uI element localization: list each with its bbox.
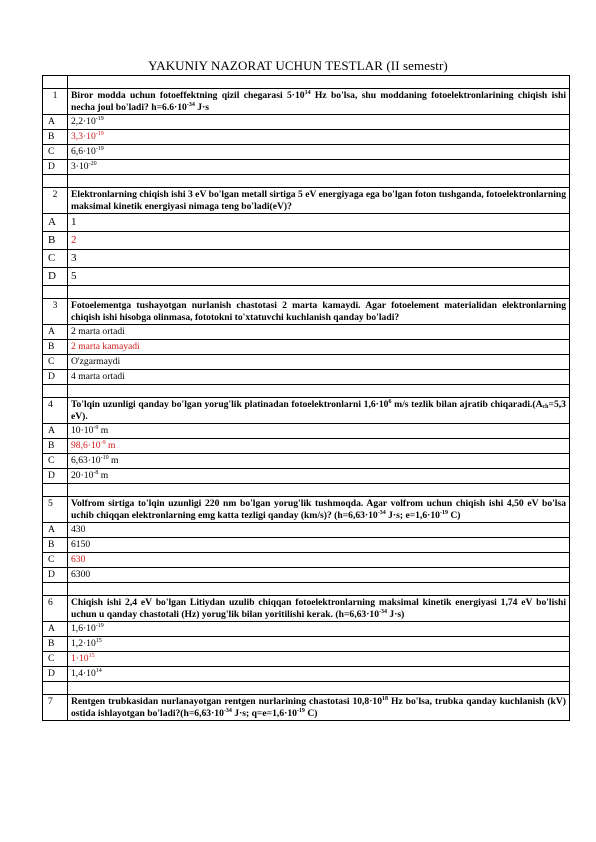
spacer-cell xyxy=(68,484,570,497)
option-text: 4 marta ortadi xyxy=(68,370,570,385)
option-row xyxy=(43,325,570,340)
option-letter: D xyxy=(43,268,68,286)
question-text: To'lqin uzunligi qanday bo'lgan yorug'lik platinadan fotoelektronlarni $1,6\cdot 10^6$ m/s tezlik bilan ajratib $chiqaradi.(A_{ch}=5,3$ eV). xyxy=(68,398,570,424)
question-text: Volfrom sirtiga to'lqin uzunligi 220 nm bo'lgan yorug'lik tushmoqda. Agar volfrom uchun chiqish ishi 4,50 eV bo'lsa uchib chiqqan elektronlarning emg katta tezligi qanday (km/s)? ($h=6,63\cdot 10^{-34}$ J·s; $e=1,6\cdot 10^{-19}$ C) xyxy=(68,497,570,523)
correct-answer-text: 630 xyxy=(68,553,570,568)
option-text: O'zgarmaydi xyxy=(68,355,570,370)
spacer-row xyxy=(43,286,570,299)
question-row xyxy=(43,299,570,325)
correct-answer-text: $98,6\cdot 10^{-9}$ m xyxy=(68,439,570,454)
option-text: 6150 xyxy=(68,538,570,553)
test-table xyxy=(42,75,570,721)
correct-answer-text: $1\cdot 10^{15}$ xyxy=(68,652,570,667)
option-letter: B xyxy=(43,232,68,250)
option-text: $1,2\cdot 10^{15}$ xyxy=(68,637,570,652)
option-text: $1,4\cdot 10^{14}$ xyxy=(68,667,570,682)
question-row xyxy=(43,188,570,214)
question-text: Fotoelementga tushayotgan nurlanish chastotasi 2 marta kamaydi. Agar fotoelement materialidan elektronlarning chiqish ishi hisobga olinmasa, fototokni to'xtatuvchi kuchlanish qanday bo'ladi? xyxy=(68,299,570,325)
spacer-cell xyxy=(68,583,570,596)
option-letter: C xyxy=(43,355,68,370)
question-text: Chiqish ishi 2,4 eV bo'lgan Litiydan uzulib chiqqan fotoelektronlarning maksimal kinetik energiyasi 1,74 eV bo'lishi uchun u qanday chastotali (Hz) yorug'lik bilan yoritilishi kerak. ($h=6,63\cdot 10^{-34}$ J·s) xyxy=(68,596,570,622)
spacer-row xyxy=(43,175,570,188)
question-row xyxy=(43,497,570,523)
option-row xyxy=(43,568,570,583)
option-row xyxy=(43,115,570,130)
option-row xyxy=(43,370,570,385)
option-letter: B xyxy=(43,538,68,553)
spacer-cell xyxy=(43,385,68,398)
correct-answer-text: 2 marta kamayadi xyxy=(68,340,570,355)
spacer-cell xyxy=(68,76,570,89)
option-letter: B xyxy=(43,637,68,652)
question-row xyxy=(43,596,570,622)
question-number: 5 xyxy=(43,497,68,523)
option-row xyxy=(43,454,570,469)
question-number: 7 xyxy=(43,695,68,721)
question-text: Biror modda uchun fotoeffektning qizil chegarasi $5\cdot 10^{14}$ Hz bo'lsa, shu moddaning fotoelektronlarining chiqish ishi necha joul bo'ladi? $h=6.6\cdot 10^{-34}$ J·s xyxy=(68,89,570,115)
option-text: $20\cdot 10^{-8}$ m xyxy=(68,469,570,484)
option-text: 3 xyxy=(68,250,570,268)
spacer-cell xyxy=(43,76,68,89)
option-row xyxy=(43,424,570,439)
question-row xyxy=(43,398,570,424)
spacer-cell xyxy=(68,682,570,695)
question-number: 2 xyxy=(43,188,68,214)
option-row xyxy=(43,469,570,484)
option-row xyxy=(43,523,570,538)
option-letter: C xyxy=(43,454,68,469)
option-letter: A xyxy=(43,115,68,130)
spacer-cell xyxy=(68,385,570,398)
option-row xyxy=(43,667,570,682)
option-letter: D xyxy=(43,568,68,583)
option-row xyxy=(43,553,570,568)
spacer-row xyxy=(43,76,570,89)
option-row xyxy=(43,652,570,667)
option-letter: D xyxy=(43,370,68,385)
option-letter: D xyxy=(43,160,68,175)
option-text: 2 marta ortadi xyxy=(68,325,570,340)
option-letter: B xyxy=(43,130,68,145)
option-row xyxy=(43,622,570,637)
option-letter: A xyxy=(43,325,68,340)
question-number: 6 xyxy=(43,596,68,622)
question-number: 3 xyxy=(43,299,68,325)
option-letter: C xyxy=(43,250,68,268)
option-text: 5 xyxy=(68,268,570,286)
option-text: 1 xyxy=(68,214,570,232)
option-row xyxy=(43,232,570,250)
option-row xyxy=(43,355,570,370)
correct-answer-text: 2 xyxy=(68,232,570,250)
spacer-cell xyxy=(43,175,68,188)
correct-answer-text: $3,3\cdot 10^{-19}$ xyxy=(68,130,570,145)
option-text: $1,6\cdot 10^{-19}$ xyxy=(68,622,570,637)
spacer-cell xyxy=(68,175,570,188)
option-row xyxy=(43,160,570,175)
question-row xyxy=(43,695,570,721)
spacer-row xyxy=(43,583,570,596)
option-text: $6,63\cdot 10^{-10}$ m xyxy=(68,454,570,469)
option-letter: D xyxy=(43,469,68,484)
option-row xyxy=(43,268,570,286)
option-text: $2,2\cdot 10^{-19}$ xyxy=(68,115,570,130)
option-text: 6300 xyxy=(68,568,570,583)
option-text: 430 xyxy=(68,523,570,538)
question-text: Rentgen trubkasidan nurlanayotgan rentgen nurlarining chastotasi $10,8\cdot 10^{18}$ Hz bo'lsa, trubka qanday kuchlanish (kV) ostida ishlayotgan $bo'ladi?(h=6,63\cdot 10^{-34}$ J·s; $q=e=1,6\cdot 10^{-19}$ C) xyxy=(68,695,570,721)
option-row xyxy=(43,145,570,160)
spacer-cell xyxy=(43,682,68,695)
spacer-cell xyxy=(43,286,68,299)
option-letter: B xyxy=(43,340,68,355)
spacer-row xyxy=(43,682,570,695)
spacer-cell xyxy=(43,484,68,497)
option-row xyxy=(43,214,570,232)
option-text: $3\cdot 10^{-20}$ xyxy=(68,160,570,175)
option-letter: D xyxy=(43,667,68,682)
option-row xyxy=(43,250,570,268)
option-row xyxy=(43,340,570,355)
option-letter: C xyxy=(43,145,68,160)
spacer-row xyxy=(43,385,570,398)
spacer-cell xyxy=(68,286,570,299)
option-letter: C xyxy=(43,553,68,568)
option-row xyxy=(43,538,570,553)
question-number: 1 xyxy=(43,89,68,115)
question-text: Elektronlarning chiqish ishi 3 eV bo'lgan metall sirtiga 5 eV energiyaga ega bo'lgan foton tushganda, fotoelektronlarning maksimal kinetik energiyasi nimaga teng bo'ladi(eV)? xyxy=(68,188,570,214)
option-row xyxy=(43,637,570,652)
option-letter: A xyxy=(43,523,68,538)
option-text: $10\cdot 10^{-9}$ m xyxy=(68,424,570,439)
option-row xyxy=(43,130,570,145)
question-number: 4 xyxy=(43,398,68,424)
option-letter: C xyxy=(43,652,68,667)
question-row xyxy=(43,89,570,115)
option-letter: A xyxy=(43,214,68,232)
spacer-row xyxy=(43,484,570,497)
option-letter: A xyxy=(43,424,68,439)
option-text: $6,6\cdot 10^{-19}$ xyxy=(68,145,570,160)
option-letter: B xyxy=(43,439,68,454)
option-letter: A xyxy=(43,622,68,637)
page-title: YAKUNIY NAZORAT UCHUN TESTLAR (II semestr) xyxy=(148,58,448,73)
test-table-body xyxy=(43,76,570,721)
spacer-cell xyxy=(43,583,68,596)
option-row xyxy=(43,439,570,454)
